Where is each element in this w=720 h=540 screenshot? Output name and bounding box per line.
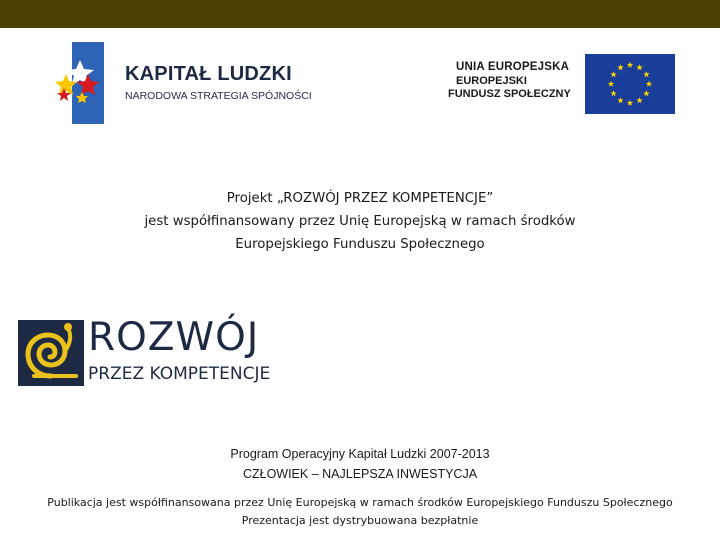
eu-text: [448, 61, 571, 100]
project-title: Projekt „ROZWÓJ PRZEZ KOMPETENCJE”: [226, 191, 494, 206]
kapital-ludzki-subtitle: NARODOWA STRATEGIA SPÓJNOŚCI: [125, 90, 312, 102]
program-info: [160, 444, 560, 484]
kapital-ludzki-logo: [50, 38, 340, 126]
kapital-ludzki-title: KAPITAŁ LUDZKI: [125, 63, 292, 85]
eu-line-european: EUROPEJSKI: [456, 75, 527, 87]
rozwoj-title: ROZWÓJ: [88, 315, 260, 360]
eu-line-social-fund: FUNDUSZ SPOŁECZNY: [448, 88, 571, 100]
rozwoj-logo: [18, 317, 318, 389]
top-bar: [0, 0, 720, 28]
eu-line-union: UNIA EUROPEJSKA: [456, 61, 570, 73]
footer-publication-note: Publikacja jest współfinansowana przez Unię Europejską w ramach środków Europejskiego Funduszu Społecznego: [47, 496, 673, 509]
eu-flag-icon: [585, 54, 675, 114]
footer: [10, 494, 710, 530]
rozwoj-snail-icon: [18, 320, 84, 386]
kapital-ludzki-emblem-icon: [50, 38, 106, 124]
project-fund-name: Europejskiego Funduszu Społecznego: [235, 237, 485, 252]
program-slogan: CZŁOWIEK – NAJLEPSZA INWESTYCJA: [242, 467, 478, 481]
footer-distribution-note: Prezentacja jest dystrybuowana bezpłatnie: [241, 514, 479, 527]
project-funding-line: jest współfinansowany przez Unię Europejską w ramach środków: [144, 214, 576, 229]
eu-logo: [448, 54, 678, 116]
program-name: Program Operacyjny Kapitał Ludzki 2007-2013: [230, 447, 490, 461]
rozwoj-subtitle: PRZEZ KOMPETENCJE: [88, 364, 271, 384]
project-description: [60, 187, 660, 256]
